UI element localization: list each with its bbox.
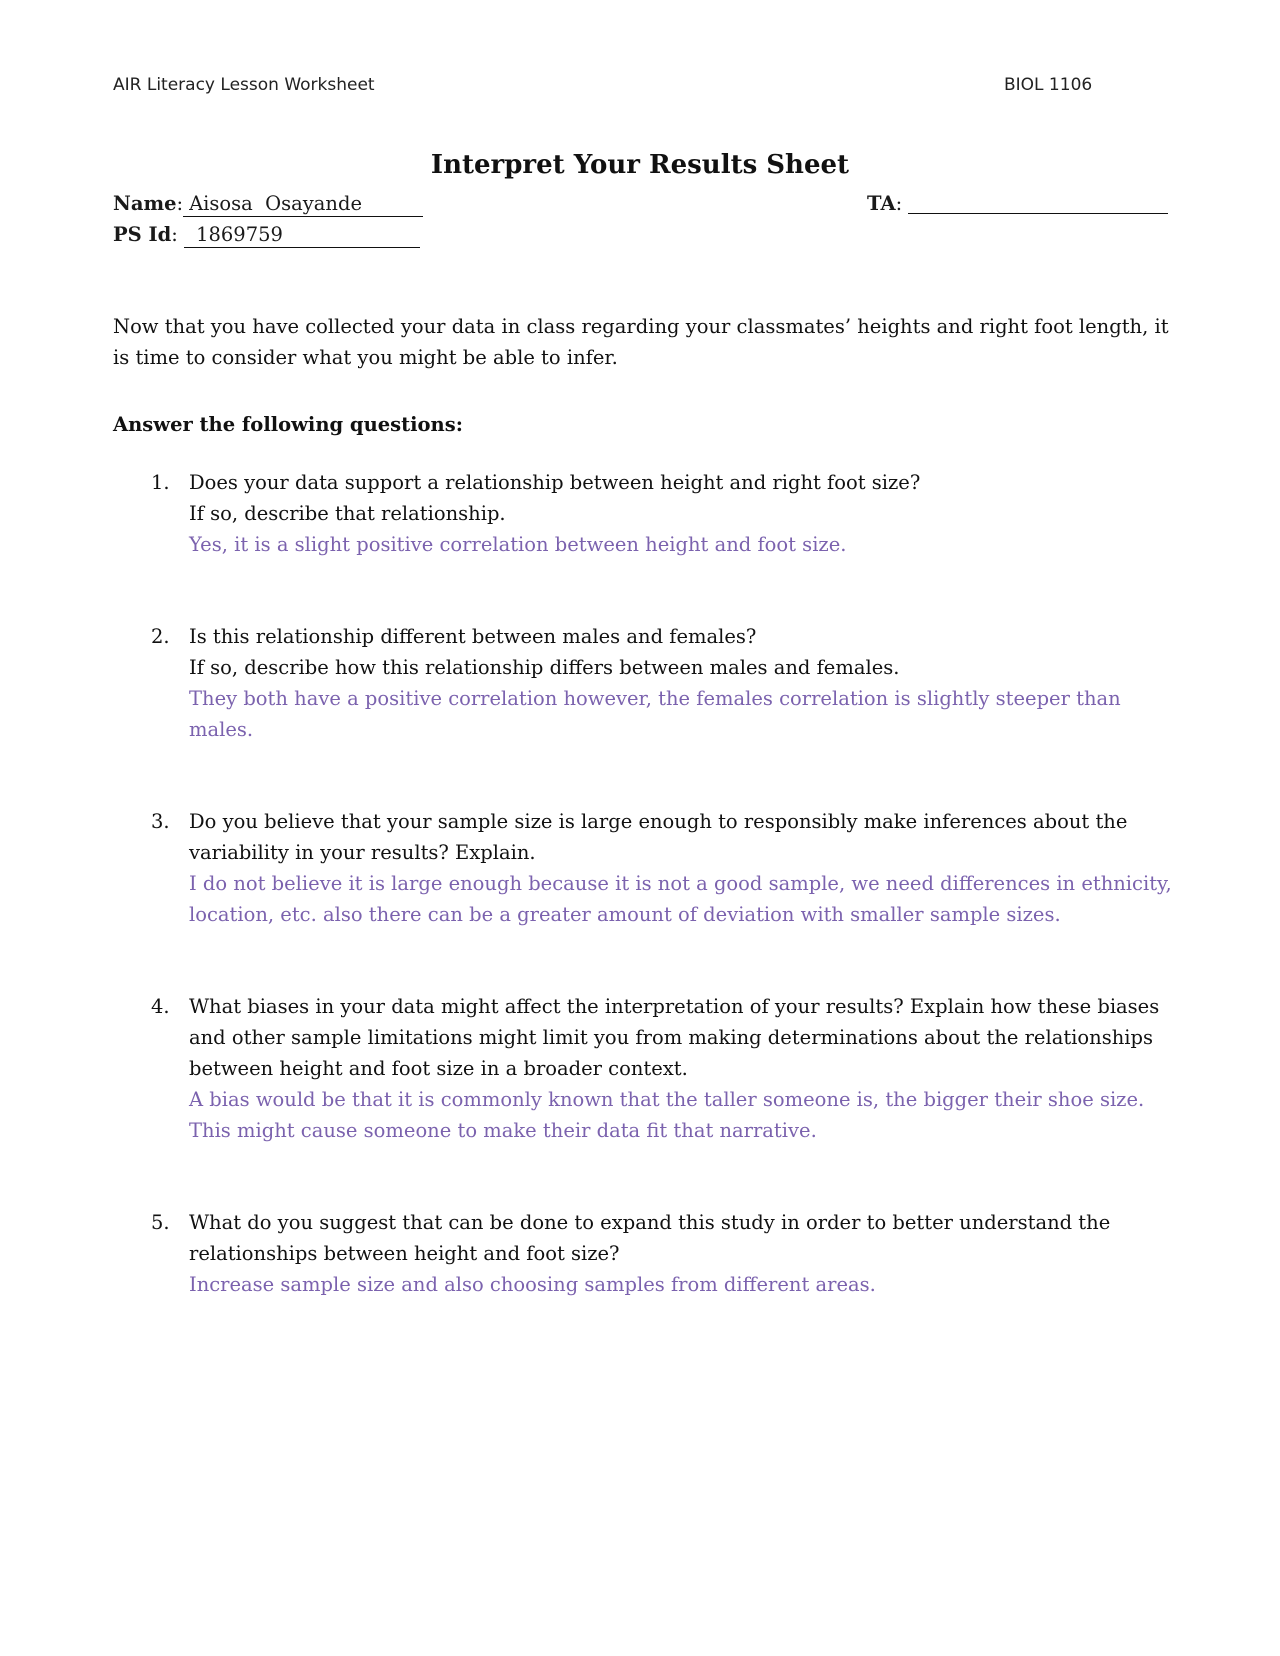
ta-label: TA [867,192,896,215]
header-course-title: AIR Literacy Lesson Worksheet [113,75,375,95]
name-label: Name [113,192,177,215]
question-body [189,991,1173,1146]
answer-text[interactable]: Yes, it is a slight positive correlation between height and foot size. [189,533,847,556]
name-field [113,188,423,219]
answer-text[interactable]: They both have a positive correlation however, the females correlation is slightly steeper than males. [189,687,1121,741]
psid-value[interactable]: 1869759 [184,223,420,248]
psid-field [113,219,420,250]
answer-text[interactable]: I do not believe it is large enough because it is not a good sample, we need differences in ethnicity, location, etc. also there can be a greater amount of deviation with smaller sample sizes. [189,872,1172,926]
answer-text[interactable]: A bias would be that it is commonly known that the taller someone is, the bigger their shoe size. This might cause someone to make their data fit that narrative. [189,1088,1145,1142]
name-value[interactable]: Aisosa Osayande [183,192,423,217]
question-body [189,1207,1173,1300]
question-body [189,621,1173,745]
question-body [189,806,1173,930]
psid-separator: : [171,223,178,246]
question-item [113,1207,1173,1300]
answer-text[interactable]: Increase sample size and also choosing samples from different areas. [189,1273,876,1296]
page-title: Interpret Your Results Sheet [430,150,850,180]
question-text: What biases in your data might affect the interpretation of your results? Explain how these biases and other sample limitations might limit you from making determinations about the relationships between height and foot size in a broader context. [189,995,1160,1080]
question-text: What do you suggest that can be done to expand this study in order to better understand the relationships between height and foot size? [189,1211,1111,1265]
question-text: Is this relationship different between males and females? [189,625,757,648]
intro-paragraph: Now that you have collected your data in class regarding your classmates’ heights and right foot length, it is time to consider what you might be able to infer. [113,315,1169,369]
psid-label: PS Id [113,223,172,246]
question-number: 1. [151,471,170,494]
header-course-code: BIOL 1106 [1004,75,1093,95]
question-item [113,467,1173,560]
question-item [113,991,1173,1146]
question-text: Does your data support a relationship between height and right foot size? [189,471,921,494]
question-text: If so, describe that relationship. [189,502,506,525]
question-text: If so, describe how this relationship differs between males and females. [189,656,900,679]
question-item [113,621,1173,745]
question-number: 5. [151,1211,170,1234]
question-number: 2. [151,625,170,648]
question-text: Do you believe that your sample size is large enough to responsibly make inferences about the variability in your results? Explain. [189,810,1128,864]
ta-value[interactable] [908,191,1168,214]
question-body [189,467,1173,560]
ta-field [867,188,1168,219]
instruction-heading: Answer the following questions: [113,413,463,436]
question-item [113,806,1173,930]
question-number: 3. [151,810,170,833]
question-number: 4. [151,995,170,1018]
ta-separator: : [895,192,903,215]
name-separator: : [176,192,184,215]
